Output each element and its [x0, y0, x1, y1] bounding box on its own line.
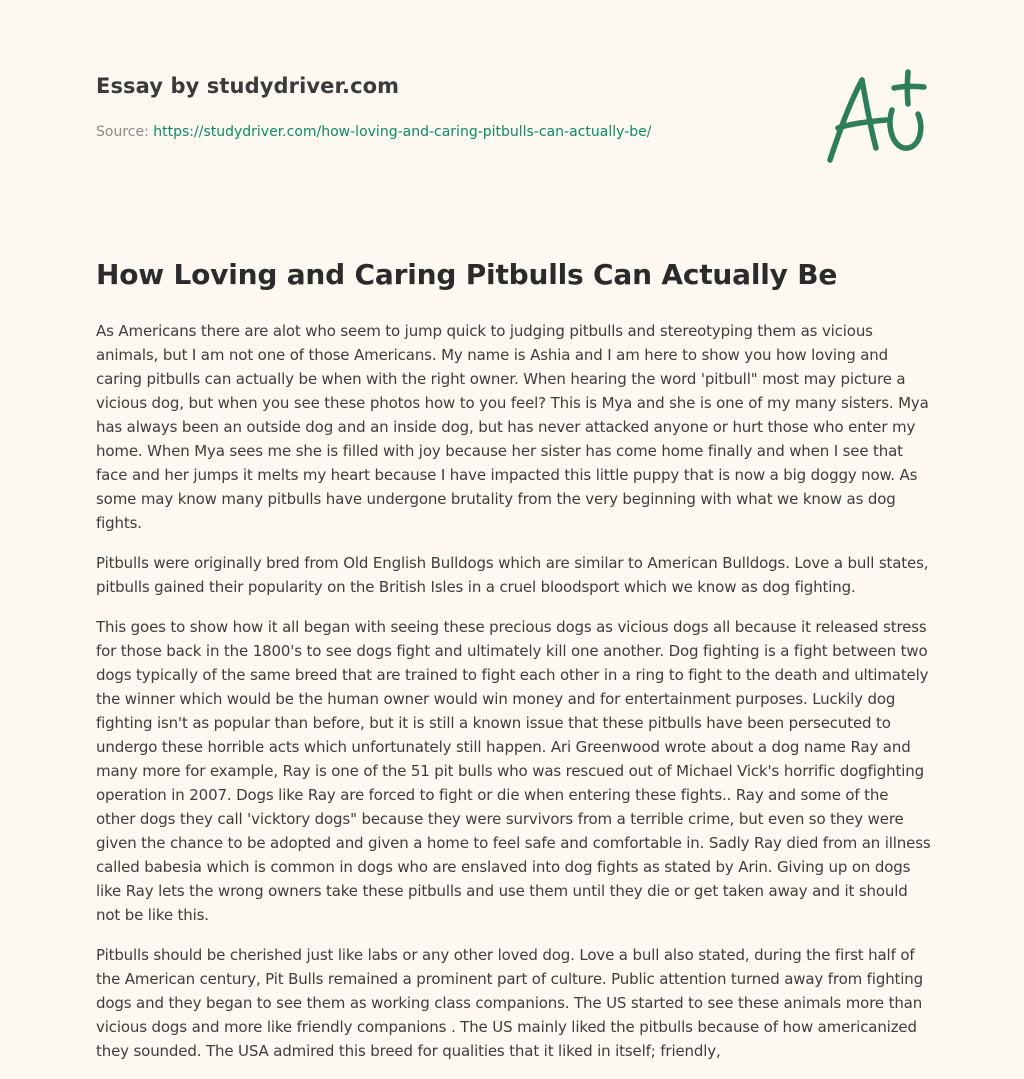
essay-paragraph: As Americans there are alot who seem to jump quick to judging pitbulls and stereotyping them as vicious animals, but I am not one of those Americans. My name is Ashia and I am here to show you how loving and caring pitbulls can actually be when with the right owner. When hearing the word 'pitbull" most may picture a vicious dog, but when you see these photos how to you feel? This is Mya and she is one of my many sisters. Mya has always been an outside dog and an inside dog, but has never attacked anyone or hurt those who enter my home. When Mya sees me she is filled with joy because her sister has come home finally and when I see that face and her jumps it melts my heart because I have impacted this little puppy that is now a big doggy now. As some may know many pitbulls have undergone brutality from the very beginning with what we know as dog fights.: [96, 322, 929, 532]
essay-paragraph: Pitbulls should be cherished just like labs or any other loved dog. Love a bull also stated, during the first half of the American century, Pit Bulls remained a prominent part of culture. Public attention turned away from fighting dogs and they began to see them as working class companions. The US started to see these animals more than vicious dogs and more like friendly companions . The US mainly liked the pitbulls because of how americanized they sounded. The USA admired this breed for qualities that it liked in itself; friendly,: [96, 946, 924, 1060]
essay-title: How Loving and Caring Pitbulls Can Actually Be: [96, 258, 838, 291]
source-link[interactable]: https://studydriver.com/how-loving-and-caring-pitbulls-can-actually-be/: [153, 124, 652, 140]
a-plus-grade-icon: [820, 66, 930, 166]
essay-header: [96, 74, 776, 140]
site-title: Essay by studydriver.com: [96, 74, 400, 98]
essay-body: [96, 257, 932, 1079]
source-label: Source:: [96, 124, 149, 140]
essay-paragraph: Pitbulls were originally bred from Old English Bulldogs which are similar to American Bulldogs. Love a bull states, pitbulls gained their popularity on the British Isles in a cruel bloodsport which we know as dog fighting.: [96, 554, 929, 596]
essay-paragraph: This goes to show how it all began with seeing these precious dogs as vicious dogs all because it released stress for those back in the 1800's to see dogs fight and ultimately kill one another. Dog fighting is a fight between two dogs typically of the same breed that are trained to fight each other in a ring to fight to the death and ultimately the winner which would be the human owner would win money and for entertainment purposes. Luckily dog fighting isn't as popular than before, but it is still a known issue that these pitbulls have been persecuted to undergo these horrible acts which unfortunately still happen. Ari Greenwood wrote about a dog name Ray and many more for example, Ray is one of the 51 pit bulls who was rescued out of Michael Vick's horrific dogfighting operation in 2007. Dogs like Ray are forced to fight or die when entering these fights.. Ray and some of the other dogs they call 'vicktory dogs" because they were survivors from a terrible crime, but even so they were given the chance to be adopted and given a home to feel safe and comfortable in. Sadly Ray died from an illness called babesia which is common in dogs who are enslaved into dog fights as stated by Arin. Giving up on dogs like Ray lets the wrong owners take these pitbulls and use them until they die or get taken away and it should not be like this.: [96, 618, 931, 924]
source-line: [96, 124, 776, 140]
